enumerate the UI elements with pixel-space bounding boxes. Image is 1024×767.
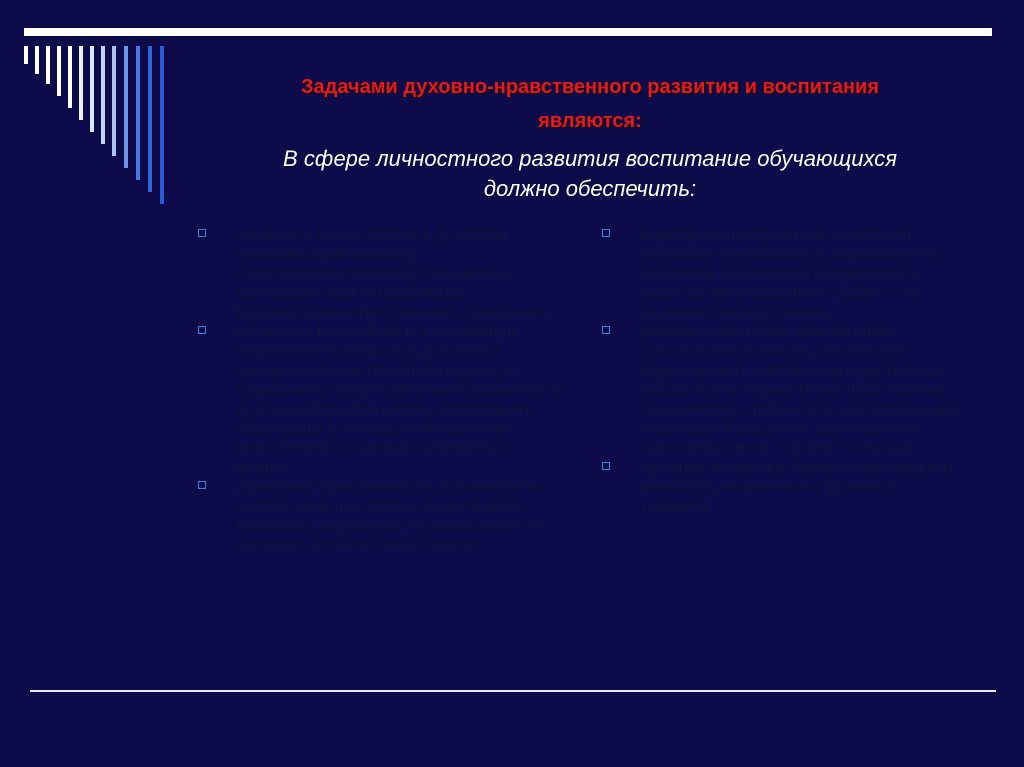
stripe <box>24 46 28 64</box>
list-item-text: готовность и способность к духовному развитию, нравственному самосовершенствованию, самооценке, пониманию смысла своей жизни, индивидуально-ответственному поведению; <box>236 224 548 321</box>
stripe <box>68 46 72 108</box>
left-bullet-list <box>196 224 566 554</box>
stripe <box>160 46 164 204</box>
stripe <box>136 46 140 180</box>
list-item <box>196 476 566 554</box>
stripe <box>46 46 50 84</box>
hollow-square-bullet-icon <box>602 229 610 237</box>
list-item-text: принятие личностью базовых национальных ценностей, национальных духовных традиций; <box>640 456 956 515</box>
hollow-square-bullet-icon <box>602 462 610 470</box>
slide-title-line-2: являются: <box>538 110 642 132</box>
stripe <box>112 46 116 156</box>
list-item <box>196 224 566 321</box>
list-item-text: формирование морали как осознанной личностью необходимости определённого поведения, основанного на принятых в обществе представлениях о добре и зле, должном и недопустимом; <box>640 224 937 321</box>
stripe <box>101 46 105 144</box>
stripe <box>90 46 94 132</box>
list-item-text: укрепление нравственности, основанной на свободе, воле и духовных отечественных традициях, внутренней установке личности поступать согласно своей совести; <box>236 476 545 554</box>
slide-subtitle-line-1: В сфере личностного развития воспитание обучающихся <box>283 146 897 171</box>
list-item <box>600 457 970 515</box>
bottom-rule <box>30 690 996 692</box>
slide-title-line-1: Задачами духовно-нравственного развития и воспитания <box>301 76 879 98</box>
list-item-text: готовность и способность к реализации творческого потенциала в духовной и предметно-продуктивной деятельности, социальной и профессиональной мобильности на основе моральных норм, непрерывного образования и универсальной духовно-нравственной установки «становиться лучше»; <box>236 321 566 476</box>
list-item <box>600 224 970 321</box>
stripe <box>35 46 39 74</box>
list-item <box>196 321 566 476</box>
stripe <box>124 46 128 168</box>
slide-title <box>180 70 1000 138</box>
hollow-square-bullet-icon <box>198 481 206 489</box>
slide-subtitle-line-2: должно обеспечить: <box>483 176 697 201</box>
hollow-square-bullet-icon <box>602 326 610 334</box>
list-item-text: развитие совести как нравственного самосознания личности, способности формулировать собственные нравственные обязательства, осуществлять нравственный самоконтроль, требовать от себя выполнения моральных норм, давать нравственную самооценку своим и чужим поступкам; <box>640 321 958 457</box>
slide-subtitle <box>180 144 1000 204</box>
decorative-stripes <box>0 0 180 210</box>
list-item <box>600 321 970 457</box>
stripe <box>79 46 83 120</box>
stripe <box>148 46 152 192</box>
title-block <box>180 70 1000 204</box>
right-bullet-list <box>600 224 970 515</box>
hollow-square-bullet-icon <box>198 326 206 334</box>
hollow-square-bullet-icon <box>198 229 206 237</box>
stripe <box>57 46 61 96</box>
